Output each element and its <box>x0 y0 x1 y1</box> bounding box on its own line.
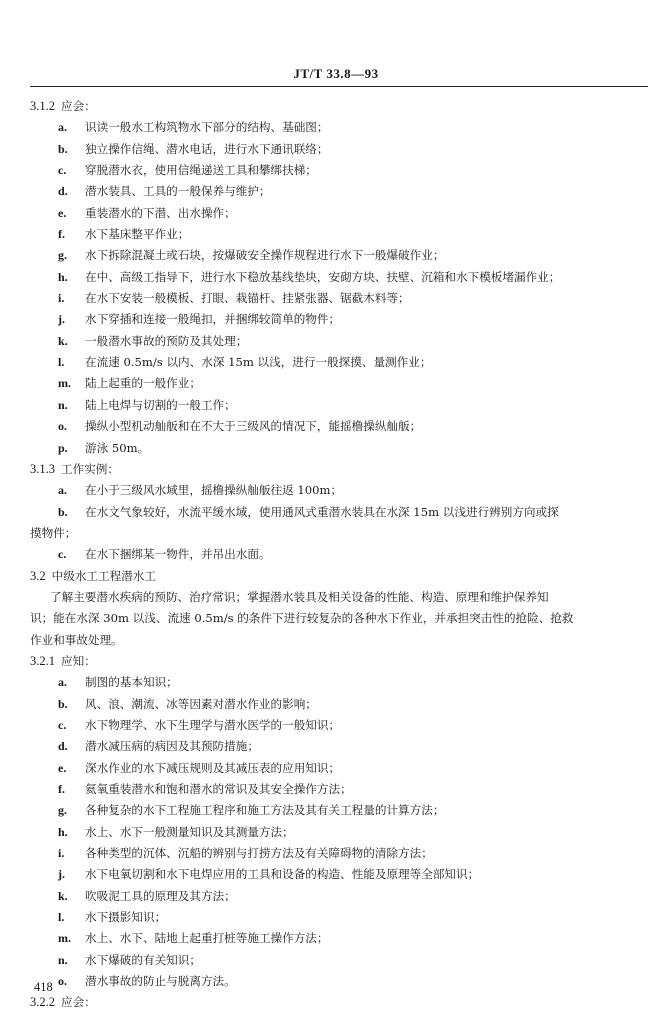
list-item-marker: g. <box>58 248 67 263</box>
list-item-text: 水下穿插和连接一般绳扣，并捆绑较简单的物件； <box>85 312 341 327</box>
list-item-marker: i. <box>58 846 65 861</box>
list-item-marker: i. <box>58 291 65 306</box>
list-item <box>30 779 650 800</box>
list-item-marker: g. <box>58 803 67 818</box>
list-item-text: 潜水事故的防止与脱离方法。 <box>85 974 236 989</box>
list-item-text: 在水下安装一般模板、打眼、栽锚杆、挂紧张器、锯截木料等； <box>85 291 410 306</box>
list-item-text: 各种复杂的水下工程施工程序和施工方法及其有关工程量的计算方法； <box>85 803 445 818</box>
section-number: 3.2.1 <box>30 653 55 668</box>
list-item-text: 氦氧重装潜水和饱和潜水的常识及其安全操作方法； <box>85 782 352 796</box>
list-item-marker: j. <box>58 312 65 327</box>
list-item <box>30 694 650 715</box>
list-item <box>30 117 650 138</box>
list-item-marker: b. <box>58 696 68 711</box>
list-item-marker: a. <box>58 120 67 135</box>
list-item-text: 水下物理学、水下生理学与潜水医学的一般知识； <box>85 717 341 732</box>
section-heading <box>30 459 650 480</box>
list-item-text: 在水文气象较好，水流平缓水域，使用通风式重潜水装具在水深 15m 以浅进行辨别方向或探 <box>85 504 559 519</box>
page-number: 418 <box>34 980 53 994</box>
section-heading <box>30 651 650 672</box>
list-item-marker: o. <box>58 419 67 434</box>
list-item-marker: m. <box>58 376 71 391</box>
list-item-marker: m. <box>58 931 71 946</box>
list-item-marker: c. <box>58 547 67 562</box>
list-item <box>30 502 650 523</box>
list-item-marker: h. <box>58 269 68 284</box>
list-item-text: 操纵小型机动舢舨和在不大于三级风的情况下，能摇橹操纵舢舨； <box>85 419 422 434</box>
list-item <box>30 715 650 736</box>
list-item <box>30 758 650 779</box>
section-heading <box>30 992 650 1013</box>
list-item-marker: f. <box>58 227 65 242</box>
list-item-marker: o. <box>58 974 67 989</box>
list-item <box>30 373 650 394</box>
list-item <box>30 971 650 992</box>
list-item <box>30 224 650 245</box>
list-item-text: 水下基床整平作业； <box>85 227 190 242</box>
list-item-text: 潜水减压病的病因及其预防措施； <box>85 739 259 754</box>
list-item-marker: e. <box>58 205 67 220</box>
list-item <box>30 864 650 885</box>
list-item <box>30 416 650 437</box>
list-item-text: 在流速 0.5m/s 以内、水深 15m 以浅，进行一般探摸、量测作业； <box>85 355 432 370</box>
list-item-marker: b. <box>58 141 68 156</box>
list-item-marker: c. <box>58 163 67 178</box>
list-item-text: 在中、高级工指导下，进行水下稳放基线垫块，安砌方块、扶壁、沉箱和水下模板堵漏作业； <box>85 269 561 284</box>
list-item-marker: c. <box>58 717 67 732</box>
list-item-text: 在水下捆绑某一物件，并吊出水面。 <box>85 547 271 562</box>
list-item-text: 在小于三级风水域里，摇橹操纵舢舨往返 100m； <box>85 483 343 498</box>
section-number: 3.2 <box>30 568 46 583</box>
list-item-text: 水下爆破的有关知识； <box>85 952 201 967</box>
list-item-text: 吹吸泥工具的原理及其方法； <box>85 888 236 903</box>
list-item <box>30 438 650 459</box>
list-item <box>30 160 650 181</box>
list-item-marker: n. <box>58 952 68 967</box>
continuation-line: 摸物件； <box>30 525 77 540</box>
list-item-text: 深水作业的水下减压规则及其减压表的应用知识； <box>85 760 341 775</box>
list-item-marker: l. <box>58 355 65 370</box>
section-number: 3.1.3 <box>30 461 55 476</box>
section-heading <box>30 96 650 117</box>
header-divider <box>30 86 648 87</box>
list-item <box>30 352 650 373</box>
list-item-marker: h. <box>58 824 68 839</box>
continuation-line: 识；能在水深 30m 以浅、流速 0.5m/s 的条件下进行较复杂的各种水下作业，并承担突击性的抢险、抢救 <box>30 611 574 626</box>
list-item-text: 风、浪、潮流、冰等因素对潜水作业的影响； <box>85 696 317 711</box>
list-item <box>30 309 650 330</box>
section-number: 3.2.2 <box>30 995 55 1010</box>
list-item <box>30 288 650 309</box>
list-item-text: 各种类型的沉体、沉船的辨别与打捞方法及有关障碍物的清除方法； <box>85 846 433 861</box>
list-item <box>30 950 650 971</box>
list-item-text: 制图的基本知识； <box>85 675 178 690</box>
continuation-line: 作业和事故处理。 <box>30 632 123 647</box>
section-number: 3.1.2 <box>30 99 55 113</box>
section-title: 应会： <box>61 995 96 1010</box>
list-item-marker: a. <box>58 483 67 498</box>
list-item-marker: d. <box>58 184 68 199</box>
list-item-text: 独立操作信绳、潜水电话，进行水下通讯联络； <box>85 141 329 156</box>
list-item <box>30 672 650 693</box>
list-item-marker: k. <box>58 333 68 348</box>
list-item <box>30 907 650 928</box>
list-item-marker: a. <box>58 675 67 690</box>
list-item <box>30 800 650 821</box>
list-item-text: 陆上起重的一般作业； <box>85 376 201 391</box>
list-item-marker: f. <box>58 782 65 796</box>
list-item-marker: p. <box>58 440 68 455</box>
list-item <box>30 480 650 501</box>
list-item-marker: b. <box>58 504 68 519</box>
list-item-text: 水下电氧切割和水下电焊应用的工具和设备的构造、性能及原理等全部知识； <box>85 867 480 882</box>
list-item <box>30 267 650 288</box>
list-item-marker: k. <box>58 888 68 903</box>
list-item-text: 水上、水下一般测量知识及其测量方法； <box>85 824 294 839</box>
list-item-text: 一般潜水事故的预防及其处理； <box>85 333 248 348</box>
list-item-text: 水下摄影知识； <box>85 910 167 925</box>
list-item <box>30 736 650 757</box>
section-title: 中级水工工程潜水工 <box>51 568 156 583</box>
list-item-text: 水上、水下、陆地上起重打桩等施工操作方法； <box>85 931 329 946</box>
list-item-text: 识读一般水工构筑物水下部分的结构、基础图； <box>85 120 329 135</box>
list-item-marker: e. <box>58 760 67 775</box>
list-item <box>30 843 650 864</box>
section-heading <box>30 566 650 587</box>
list-item-text: 游泳 50m。 <box>85 440 150 455</box>
list-item <box>30 203 650 224</box>
list-item <box>30 822 650 843</box>
section-title: 应会： <box>61 99 96 113</box>
list-item <box>30 928 650 949</box>
list-item-text: 潜水装具、工具的一般保养与维护； <box>85 184 271 199</box>
list-item <box>30 181 650 202</box>
list-item <box>30 544 650 565</box>
section-title: 工作实例： <box>61 461 119 476</box>
list-item-marker: d. <box>58 739 68 754</box>
list-item <box>30 139 650 160</box>
standard-code-header: JT/T 33.8—93 <box>293 66 379 81</box>
list-item-text: 水下拆除混凝土或石块，按爆破安全操作规程进行水下一般爆破作业； <box>85 248 445 263</box>
list-item <box>30 395 650 416</box>
list-item-marker: n. <box>58 397 68 412</box>
list-item-marker: j. <box>58 867 65 882</box>
list-item-text: 穿脱潜水衣，使用信绳递送工具和攀绑扶梯； <box>85 163 317 178</box>
list-item <box>30 886 650 907</box>
section-title: 应知： <box>61 653 96 668</box>
paragraph-line: 了解主要潜水疾病的预防、治疗常识；掌握潜水装具及相关设备的性能、构造、原理和维护保养知 <box>50 589 549 604</box>
document-body <box>30 96 650 1014</box>
list-item-text: 重装潜水的下潜、出水操作； <box>85 205 236 220</box>
list-item-marker: l. <box>58 910 65 925</box>
list-item <box>30 245 650 266</box>
list-item <box>30 331 650 352</box>
list-item-text: 陆上电焊与切割的一般工作； <box>85 397 236 412</box>
